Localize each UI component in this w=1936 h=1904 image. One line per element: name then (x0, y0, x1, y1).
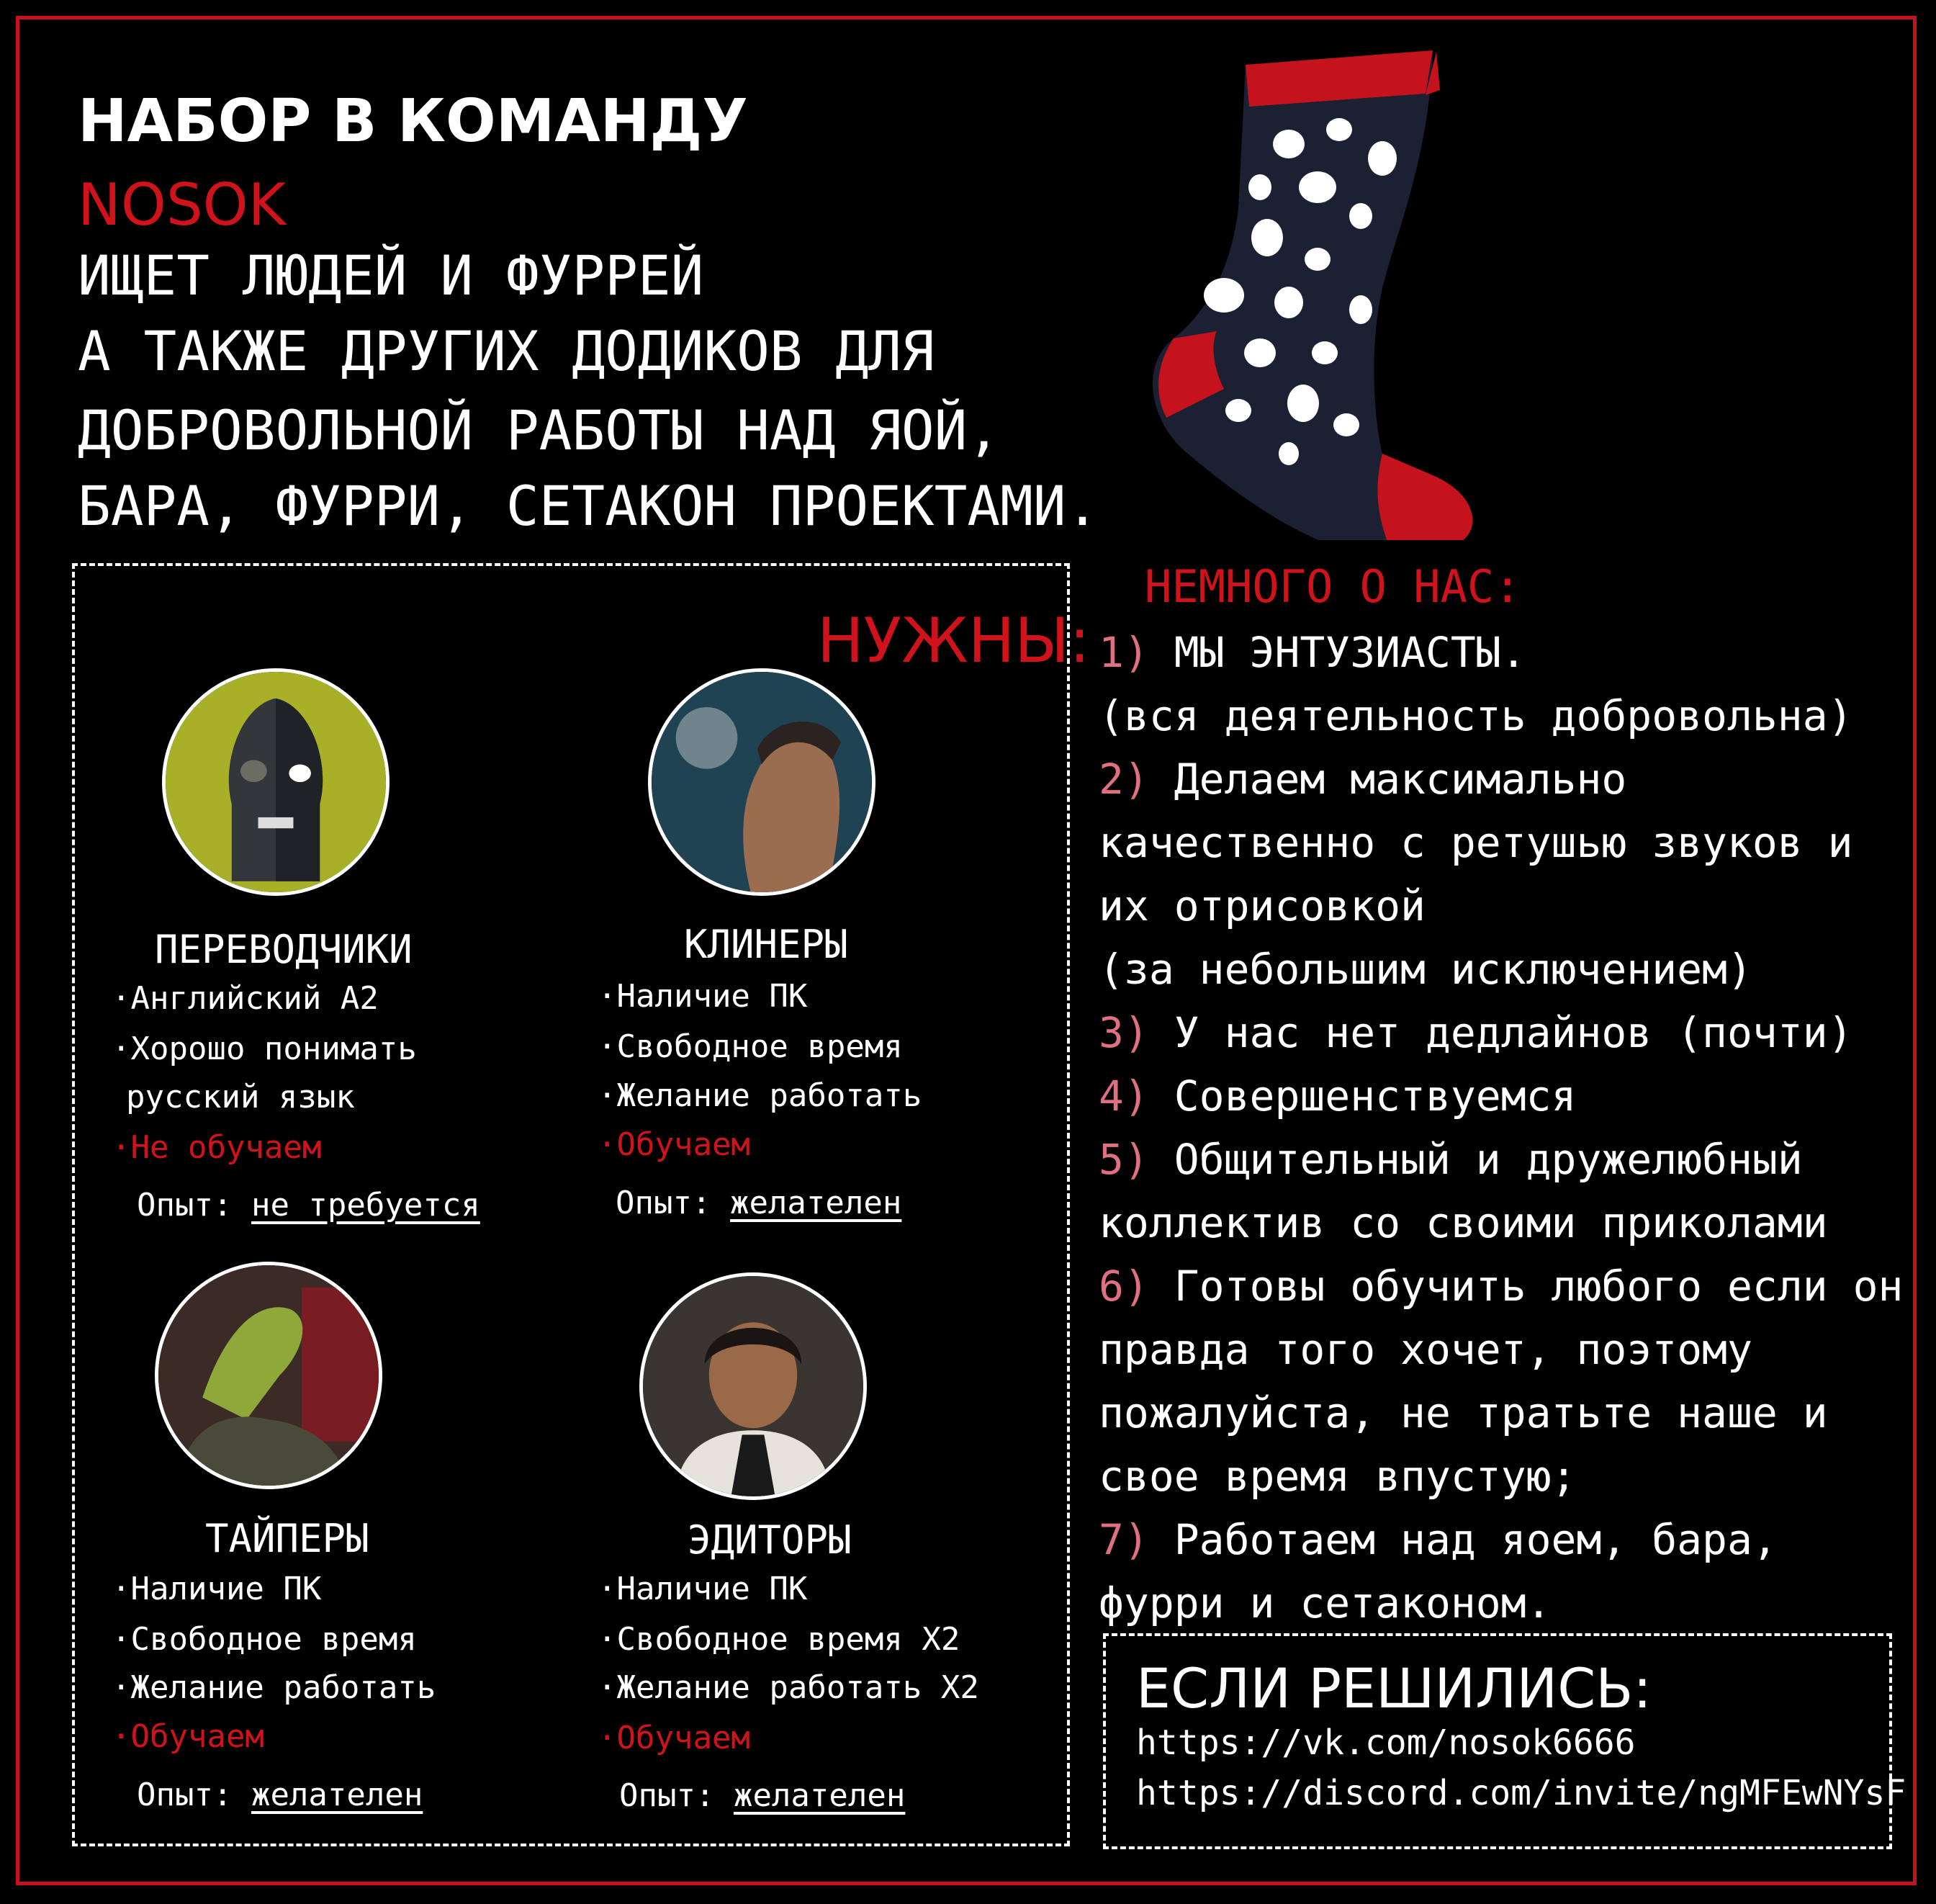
about-line-number: 6) (1099, 1262, 1149, 1311)
headline-line-3: ДОБРОВОЛЬНОЙ РАБОТЫ НАД ЯОЙ, (78, 398, 1001, 462)
about-line (1099, 1508, 1898, 1571)
anime-guy-avatar-icon (639, 1272, 867, 1500)
role-translators-training: ·Не обучаем (112, 1129, 322, 1166)
about-line-text: качественно с ретушью звуков и (1099, 818, 1853, 867)
about-line-text: (за небольшим исключением) (1099, 945, 1752, 994)
role-cleaners-training: ·Обучаем (598, 1126, 750, 1163)
headline-line-4: БАРА, ФУРРИ, СЕТАКОН ПРОЕКТАМИ. (78, 474, 1099, 538)
about-line (1099, 1064, 1898, 1128)
role-cleaners-req-1: ·Наличие ПК (598, 978, 808, 1015)
role-editors-req-2: ·Свободное время X2 (598, 1621, 960, 1658)
polka-dot-sock-icon (1145, 50, 1519, 540)
about-line-number: 1) (1099, 628, 1149, 677)
about-line (1099, 1001, 1898, 1064)
role-cleaners-req-2: ·Свободное время (598, 1028, 903, 1065)
about-line-number: 4) (1099, 1072, 1149, 1121)
about-line-number: 7) (1099, 1515, 1149, 1564)
about-line-text: свое время впустую; (1099, 1452, 1577, 1501)
about-line (1099, 1571, 1898, 1635)
contact-title: ЕСЛИ РЕШИЛИСЬ: (1136, 1656, 1652, 1720)
about-line-number: 3) (1099, 1008, 1149, 1057)
role-typesetters-req-1: ·Наличие ПК (112, 1571, 322, 1607)
role-editors-req-1: ·Наличие ПК (598, 1571, 808, 1607)
headline-line-1: ИЩЕТ ЛЮДЕЙ И ФУРРЕЙ (78, 243, 704, 307)
about-line (1099, 684, 1898, 747)
vk-link[interactable]: https://vk.com/nosok6666 (1136, 1723, 1636, 1763)
role-translators-experience: Опыт: не требуется (137, 1187, 480, 1223)
role-translators-title: ПЕРЕВОДЧИКИ (155, 927, 413, 972)
about-line-text: Готовы обучить любого если он (1148, 1262, 1904, 1311)
page-title: НАБОР В КОМАНДУ (78, 87, 748, 156)
about-line-text: Общительный и дружелюбный (1148, 1135, 1803, 1184)
about-line (1099, 938, 1898, 1001)
about-line-text: их отрисовкой (1099, 881, 1426, 930)
about-line (1099, 1318, 1898, 1381)
about-line (1099, 811, 1898, 874)
headline-line-2: А ТАКЖЕ ДРУГИХ ДОДИКОВ ДЛЯ (78, 319, 935, 383)
about-line (1099, 874, 1898, 938)
about-line (1099, 747, 1898, 811)
about-line (1099, 1381, 1898, 1445)
about-line-text: фурри и сетаконом. (1099, 1579, 1552, 1627)
about-line (1099, 1254, 1904, 1318)
about-line-text: Делаем максимально (1148, 755, 1627, 804)
about-line-number: 2) (1099, 755, 1149, 804)
lizard-avatar-icon (155, 1262, 382, 1489)
needs-title: НУЖНЫ: (816, 605, 1091, 677)
role-typesetters-title: ТАЙПЕРЫ (205, 1516, 369, 1561)
about-line (1099, 621, 1898, 684)
about-line (1099, 1191, 1898, 1254)
about-line-text: правда того хочет, поэтому (1099, 1325, 1752, 1374)
about-list (1099, 621, 1904, 1635)
role-cleaners-req-3: ·Желание работать (598, 1077, 922, 1114)
about-line (1099, 1445, 1898, 1508)
about-title: НЕМНОГО О НАС: (1145, 560, 1521, 613)
role-typesetters-experience: Опыт: желателен (137, 1777, 423, 1813)
about-line-text: (вся деятельность добровольна) (1099, 691, 1853, 740)
skull-face-avatar-icon (162, 668, 390, 896)
brand-name: NOSOK (78, 171, 287, 238)
about-line-text: У нас нет дедлайнов (почти) (1148, 1008, 1853, 1057)
about-line-text: Совершенствуемся (1148, 1072, 1577, 1121)
role-translators-req-3: русский язык (126, 1079, 355, 1115)
role-editors-experience: Опыт: желателен (619, 1777, 906, 1814)
about-line-number: 5) (1099, 1135, 1149, 1184)
role-editors-title: ЭДИТОРЫ (688, 1517, 852, 1563)
about-line-text: Работаем над яоем, бара, (1148, 1515, 1778, 1564)
role-typesetters-req-2: ·Свободное время (112, 1621, 417, 1658)
role-translators-req-2: ·Хорошо понимать (112, 1030, 417, 1067)
about-line-text: коллектив со своими приколами (1099, 1198, 1828, 1247)
about-line (1099, 1128, 1898, 1191)
role-typesetters-req-3: ·Желание работать (112, 1669, 436, 1706)
role-cleaners-title: КЛИНЕРЫ (684, 922, 848, 967)
role-typesetters-training: ·Обучаем (112, 1718, 264, 1755)
role-translators-req-1: ·Английский А2 (112, 980, 379, 1017)
role-editors-training: ·Обучаем (598, 1720, 750, 1756)
laurel-man-avatar-icon (648, 668, 875, 896)
role-editors-req-3: ·Желание работать X2 (598, 1669, 979, 1706)
role-cleaners-experience: Опыт: желателен (616, 1185, 902, 1221)
about-line-text: пожалуйста, не тратьте наше и (1099, 1388, 1828, 1437)
about-line-text: МЫ ЭНТУЗИАСТЫ. (1148, 628, 1526, 677)
discord-link[interactable]: https://discord.com/invite/ngMFEwNYsF (1136, 1773, 1906, 1813)
